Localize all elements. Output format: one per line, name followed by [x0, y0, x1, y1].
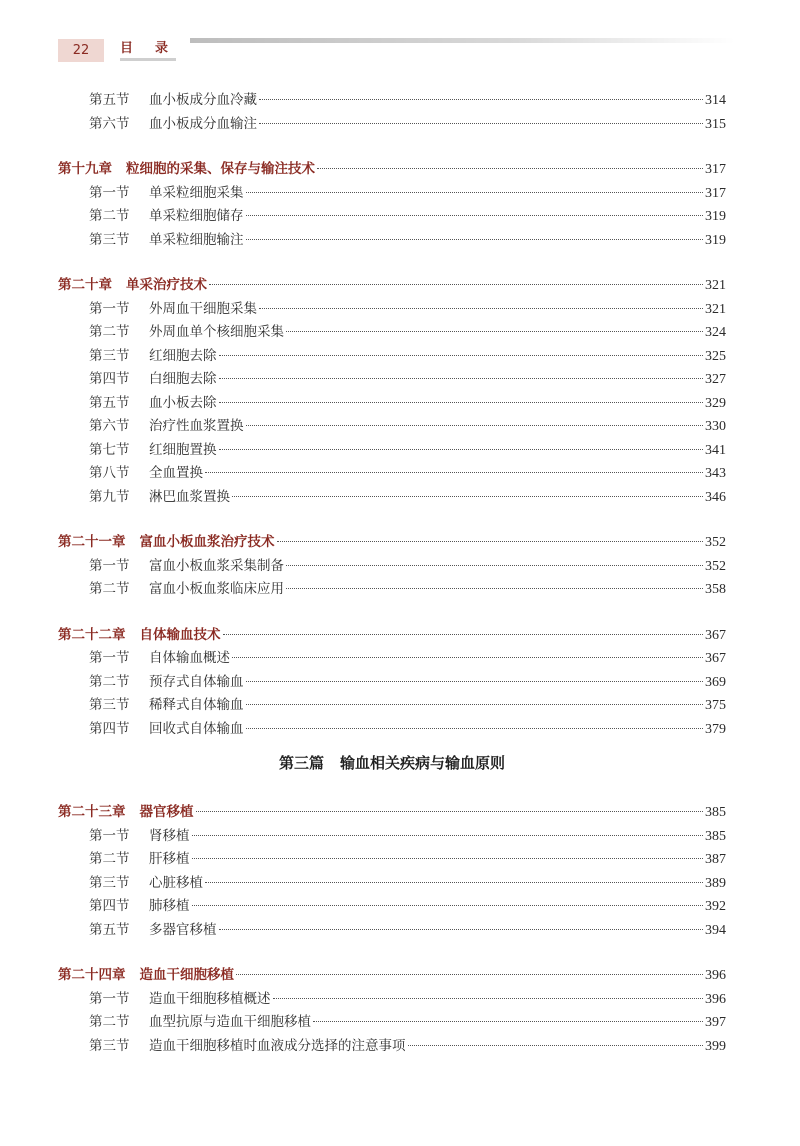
toc-chapter-row[interactable] [58, 800, 726, 824]
page-ref: 325 [705, 348, 726, 364]
page-ref: 324 [705, 325, 726, 340]
toc-chapter-row[interactable] [58, 623, 726, 647]
chapter-title: 粒细胞的采集、保存与输注技术 [126, 161, 315, 177]
dot-leader [196, 811, 704, 812]
toc-section-row[interactable] [58, 646, 726, 670]
toc-section-row[interactable] [58, 871, 726, 895]
page-ref: 392 [705, 899, 726, 914]
section-number: 第一节 [89, 990, 130, 1007]
chapter-title: 单采治疗技术 [126, 277, 207, 293]
toc-section-row[interactable] [58, 717, 726, 741]
section-number: 第五节 [89, 92, 130, 108]
page-ref: 394 [705, 922, 726, 938]
section-number: 第二节 [89, 581, 130, 597]
toc-section-row[interactable] [58, 414, 726, 438]
chapter-title: 造血干细胞移植 [139, 967, 234, 983]
toc-section-row[interactable] [58, 112, 726, 136]
chapter-gap [58, 941, 726, 963]
dot-leader [219, 449, 704, 450]
section-title: 造血干细胞移植概述 [149, 990, 271, 1007]
page-ref: 319 [705, 232, 726, 248]
dot-leader [205, 472, 703, 473]
page-ref: 396 [705, 968, 726, 983]
page-ref: 385 [705, 805, 726, 820]
section-title: 血小板成分血输注 [149, 115, 257, 132]
dot-leader [192, 858, 704, 859]
section-title: 外周血干细胞采集 [149, 300, 257, 317]
page-ref: 346 [705, 489, 726, 505]
chapter-number: 第二十四章 [58, 967, 126, 983]
section-number: 第三节 [89, 1037, 130, 1054]
toc-section-row[interactable] [58, 485, 726, 509]
page-ref: 358 [705, 582, 726, 597]
section-title: 单采粒细胞输注 [149, 231, 244, 248]
page-ref: 367 [705, 651, 726, 666]
section-number: 第四节 [89, 898, 130, 914]
chapter-number: 第二十二章 [58, 626, 126, 643]
toc-chapter-row[interactable] [58, 157, 726, 181]
dot-leader [313, 1021, 703, 1022]
page-ref: 317 [705, 185, 726, 201]
page-ref: 367 [705, 627, 726, 643]
page-header [0, 0, 800, 70]
toc-section-row[interactable] [58, 847, 726, 871]
section-title: 白细胞去除 [149, 371, 217, 387]
dot-leader [192, 835, 704, 836]
toc-chapter-row[interactable] [58, 530, 726, 554]
page-ref: 317 [705, 162, 726, 177]
toc-section-row[interactable] [58, 894, 726, 918]
page-ref: 389 [705, 875, 726, 891]
section-title: 回收式自体输血 [149, 720, 244, 737]
section-title: 单采粒细胞采集 [149, 184, 244, 201]
section-title: 淋巴血浆置换 [149, 488, 230, 505]
chapter-gap [58, 508, 726, 530]
dot-leader [246, 681, 704, 682]
section-title: 稀释式自体输血 [149, 697, 244, 713]
toc-section-row[interactable] [58, 344, 726, 368]
section-title: 肺移植 [149, 898, 190, 914]
section-title: 外周血单个核细胞采集 [149, 324, 284, 340]
chapter-number: 第二十一章 [58, 534, 126, 550]
page-ref: 341 [705, 442, 726, 458]
section-number: 第二节 [89, 208, 130, 224]
toc-section-row[interactable] [58, 204, 726, 228]
section-number: 第九节 [89, 488, 130, 505]
page-ref: 315 [705, 116, 726, 132]
part-number: 第三篇 [278, 754, 324, 772]
section-title: 治疗性血浆置换 [149, 418, 244, 434]
toc-section-row[interactable] [58, 987, 726, 1011]
section-number: 第八节 [89, 465, 130, 481]
section-title: 富血小板血浆采集制备 [149, 557, 284, 574]
chapter-gap [58, 601, 726, 623]
page-ref: 396 [705, 991, 726, 1007]
toc-section-row[interactable] [58, 670, 726, 694]
section-number: 第四节 [89, 371, 130, 387]
dot-leader [209, 284, 703, 285]
chapter-number: 第二十三章 [58, 804, 126, 820]
section-number: 第六节 [89, 115, 130, 132]
toc-section-row[interactable] [58, 297, 726, 321]
dot-leader [205, 882, 703, 883]
page-ref: 327 [705, 372, 726, 387]
section-number: 第一节 [89, 650, 130, 666]
dot-leader [277, 541, 704, 542]
section-title: 血小板去除 [149, 394, 217, 411]
dot-leader [246, 239, 704, 240]
dot-leader [219, 355, 704, 356]
header-rule [190, 38, 735, 43]
toc-section-row[interactable] [58, 824, 726, 848]
section-title: 预存式自体输血 [149, 673, 244, 690]
page-ref: 369 [705, 674, 726, 690]
toc-section-row[interactable] [58, 391, 726, 415]
toc-section-row[interactable] [58, 918, 726, 942]
toc-section-row[interactable] [58, 693, 726, 717]
table-of-contents [58, 88, 726, 1057]
dot-leader [317, 168, 703, 169]
part-title [58, 740, 726, 800]
dot-leader [219, 378, 704, 379]
section-title: 肝移植 [149, 851, 190, 867]
dot-leader [246, 192, 704, 193]
dot-leader [273, 998, 704, 999]
toc-section-row[interactable] [58, 181, 726, 205]
dot-leader [286, 588, 703, 589]
toc-section-row[interactable] [58, 1034, 726, 1058]
section-number: 第一节 [89, 184, 130, 201]
chapter-title: 器官移植 [139, 804, 194, 820]
chapter-title: 自体输血技术 [139, 626, 221, 643]
section-number: 第三节 [89, 347, 130, 364]
chapter-gap [58, 251, 726, 273]
dot-leader [232, 496, 703, 497]
section-title: 造血干细胞移植时血液成分选择的注意事项 [149, 1037, 406, 1054]
page-ref: 343 [705, 466, 726, 481]
page-number: 22 [58, 39, 104, 62]
dot-leader [286, 331, 703, 332]
toc-section-row[interactable] [58, 320, 726, 344]
page-ref: 352 [705, 558, 726, 574]
toc-section-row[interactable] [58, 1010, 726, 1034]
page-ref: 321 [705, 301, 726, 317]
dot-leader [259, 99, 703, 100]
dot-leader [259, 308, 703, 309]
page-ref: 399 [705, 1038, 726, 1054]
section-number: 第一节 [89, 827, 130, 844]
dot-leader [236, 974, 703, 975]
section-number: 第一节 [89, 557, 130, 574]
toc-chapter-row[interactable] [58, 273, 726, 297]
section-number: 第三节 [89, 874, 130, 891]
running-title: 目录 [120, 41, 191, 56]
chapter-title: 富血小板血浆治疗技术 [139, 534, 275, 550]
dot-leader [232, 657, 703, 658]
page-ref: 397 [705, 1015, 726, 1030]
section-title: 多器官移植 [149, 921, 217, 938]
chapter-number: 第十九章 [58, 161, 112, 177]
toc-section-row[interactable] [58, 554, 726, 578]
page-ref: 385 [705, 828, 726, 844]
page-ref: 319 [705, 209, 726, 224]
section-number: 第二节 [89, 851, 130, 867]
toc-section-row[interactable] [58, 228, 726, 252]
section-number: 第四节 [89, 720, 130, 737]
toc-section-row[interactable] [58, 461, 726, 485]
page-ref: 375 [705, 698, 726, 713]
toc-section-row[interactable] [58, 88, 726, 112]
section-title: 肾移植 [149, 827, 190, 844]
toc-section-row[interactable] [58, 438, 726, 462]
section-number: 第二节 [89, 324, 130, 340]
dot-leader [246, 728, 704, 729]
section-title: 富血小板血浆临床应用 [149, 581, 284, 597]
dot-leader [408, 1045, 704, 1046]
toc-section-row[interactable] [58, 367, 726, 391]
section-title: 心脏移植 [149, 874, 203, 891]
page-ref: 379 [705, 721, 726, 737]
dot-leader [219, 929, 704, 930]
toc-section-row[interactable] [58, 577, 726, 601]
dot-leader [259, 123, 703, 124]
page-ref: 330 [705, 419, 726, 434]
header-underline [120, 58, 176, 61]
dot-leader [223, 634, 704, 635]
dot-leader [219, 402, 704, 403]
section-title: 红细胞置换 [149, 441, 217, 458]
section-number: 第三节 [89, 231, 130, 248]
chapter-number: 第二十章 [58, 277, 112, 293]
section-number: 第五节 [89, 394, 130, 411]
dot-leader [286, 565, 703, 566]
dot-leader [192, 905, 704, 906]
chapter-gap [58, 135, 726, 157]
section-number: 第二节 [89, 1014, 130, 1030]
section-number: 第一节 [89, 300, 130, 317]
section-title: 红细胞去除 [149, 347, 217, 364]
section-number: 第二节 [89, 673, 130, 690]
section-title: 自体输血概述 [149, 650, 230, 666]
section-title: 血小板成分血冷藏 [149, 92, 257, 108]
page-ref: 314 [705, 93, 726, 108]
section-number: 第五节 [89, 921, 130, 938]
section-title: 单采粒细胞储存 [149, 208, 244, 224]
page-ref: 387 [705, 852, 726, 867]
section-number: 第六节 [89, 418, 130, 434]
section-title: 血型抗原与造血干细胞移植 [149, 1014, 311, 1030]
section-title: 全血置换 [149, 465, 203, 481]
section-number: 第七节 [89, 441, 130, 458]
dot-leader [246, 704, 704, 705]
toc-chapter-row[interactable] [58, 963, 726, 987]
page-ref: 352 [705, 535, 726, 550]
section-number: 第三节 [89, 697, 130, 713]
page-ref: 329 [705, 395, 726, 411]
dot-leader [246, 425, 704, 426]
dot-leader [246, 215, 704, 216]
page-ref: 321 [705, 278, 726, 293]
part-name: 输血相关疾病与输血原则 [340, 754, 506, 772]
